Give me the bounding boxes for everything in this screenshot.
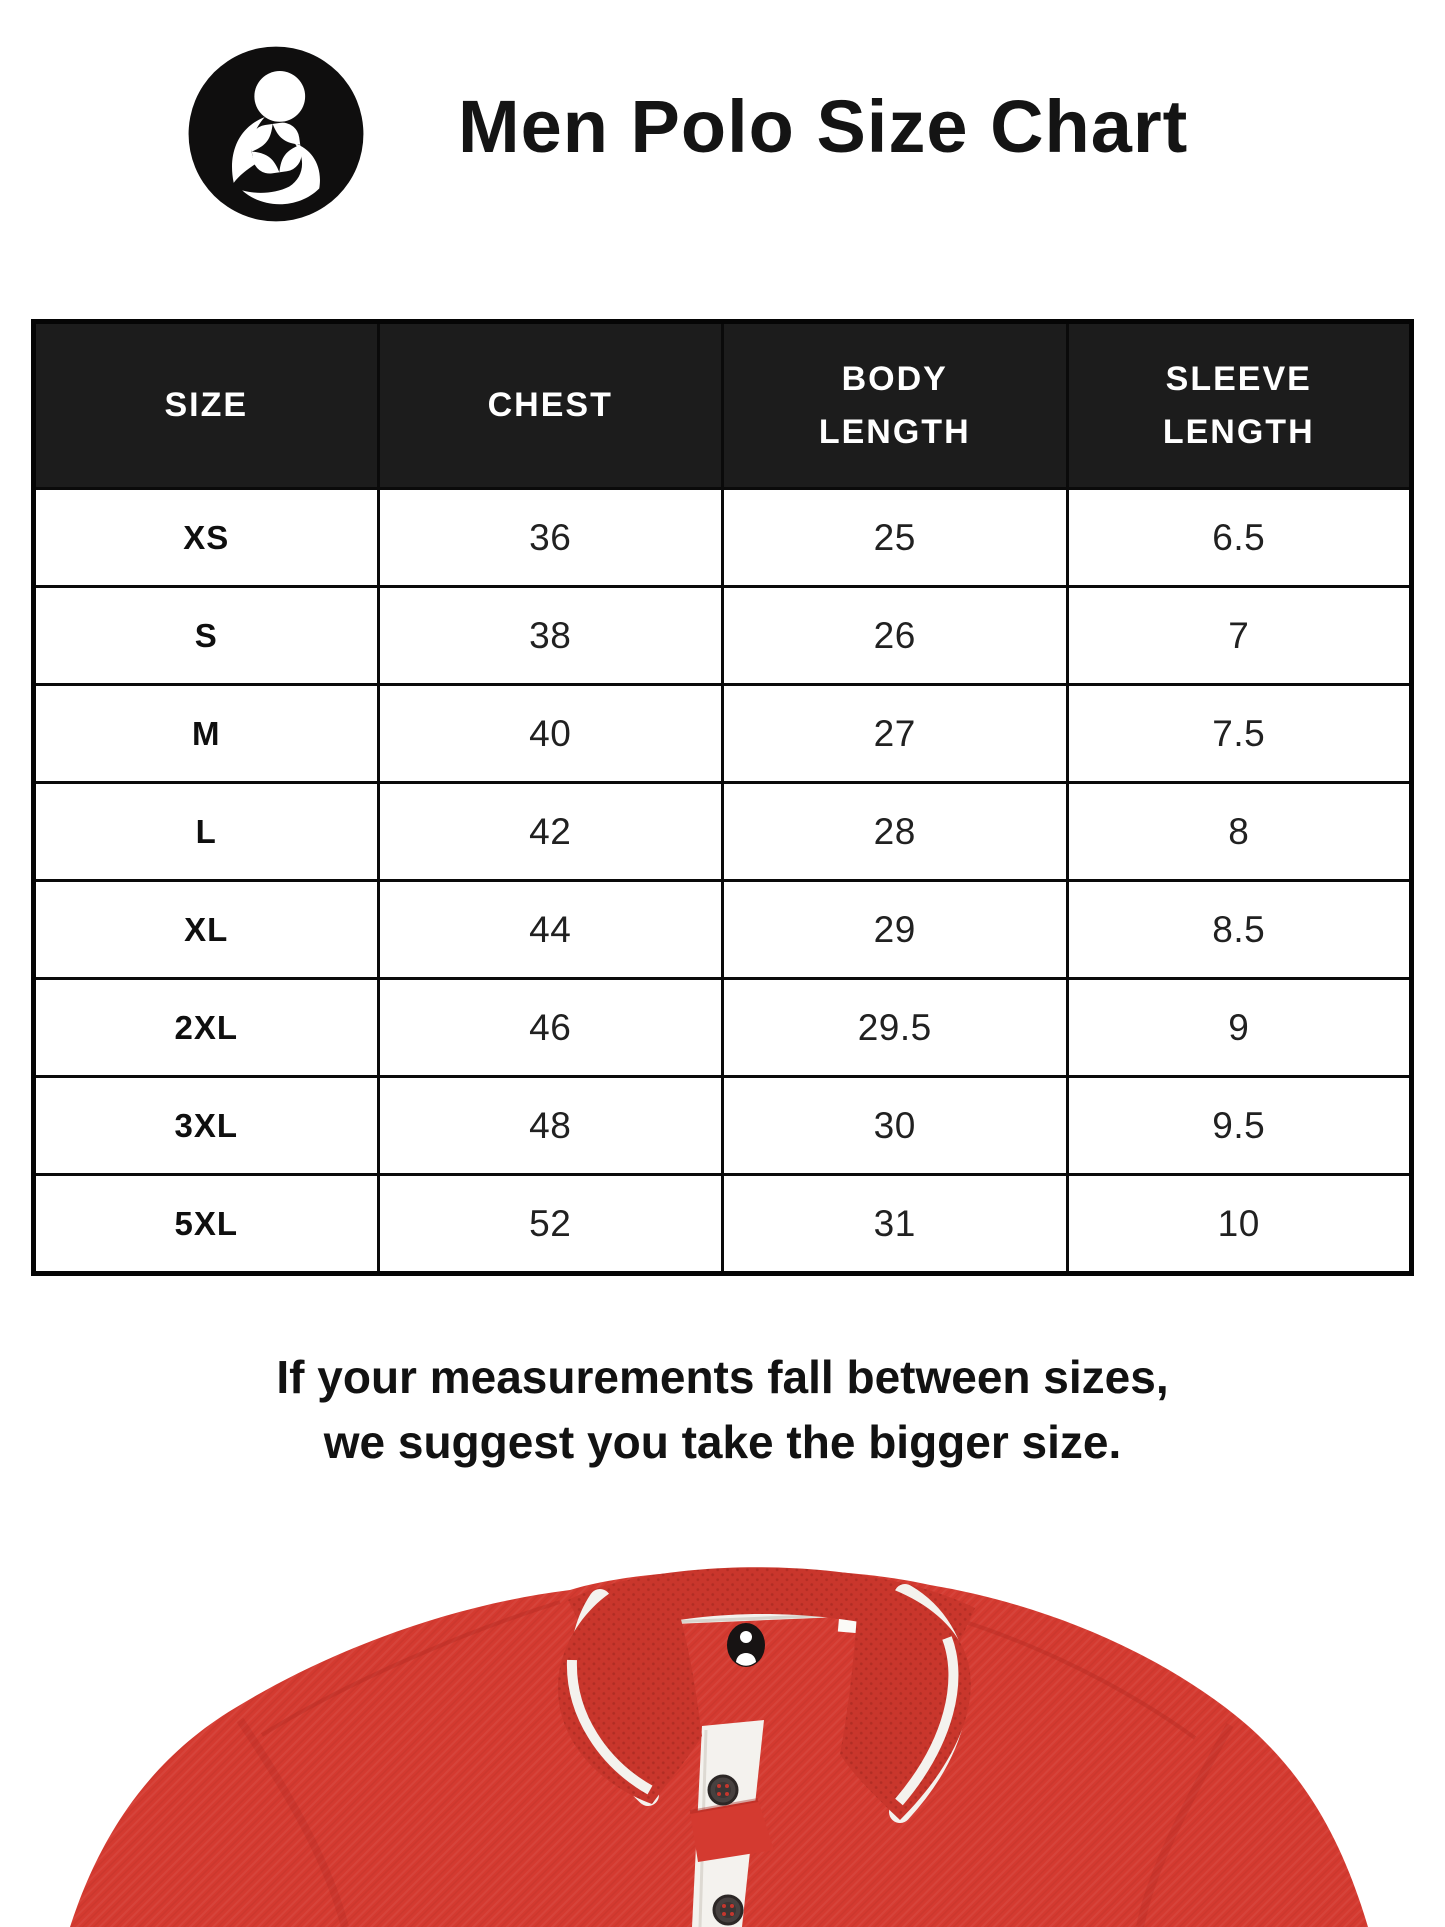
value-cell: 28 <box>723 783 1068 881</box>
table-row <box>34 783 1412 881</box>
value-cell: 36 <box>378 489 723 587</box>
value-cell: 29 <box>723 881 1068 979</box>
value-cell: 44 <box>378 881 723 979</box>
size-table-header-row <box>34 322 1412 489</box>
value-cell: 9 <box>1067 979 1412 1077</box>
table-row <box>34 685 1412 783</box>
size-note-line-2: we suggest you take the bigger size. <box>323 1416 1122 1469</box>
column-header: SLEEVE LENGTH <box>1067 322 1412 489</box>
value-cell: 30 <box>723 1077 1068 1175</box>
page-title: Men Polo Size Chart <box>458 85 1189 168</box>
table-row <box>34 1077 1412 1175</box>
size-note-line-1: If your measurements fall between sizes, <box>276 1351 1169 1403</box>
brand-logo-icon <box>182 40 370 228</box>
size-label-cell: XS <box>34 489 379 587</box>
polo-shirt-photo <box>0 1550 1445 1927</box>
column-header: CHEST <box>378 322 723 489</box>
value-cell: 7 <box>1067 587 1412 685</box>
shirt-button-top <box>709 1776 737 1804</box>
value-cell: 25 <box>723 489 1068 587</box>
size-label-cell: 2XL <box>34 979 379 1077</box>
size-label-cell: L <box>34 783 379 881</box>
size-label-cell: XL <box>34 881 379 979</box>
size-label-cell: 5XL <box>34 1175 379 1274</box>
value-cell: 40 <box>378 685 723 783</box>
value-cell: 27 <box>723 685 1068 783</box>
table-row <box>34 979 1412 1077</box>
value-cell: 29.5 <box>723 979 1068 1077</box>
table-row <box>34 587 1412 685</box>
size-note <box>0 1345 1445 1476</box>
size-chart-table <box>31 319 1414 1276</box>
value-cell: 8.5 <box>1067 881 1412 979</box>
size-label-cell: M <box>34 685 379 783</box>
size-table-body <box>34 489 1412 1274</box>
value-cell: 8 <box>1067 783 1412 881</box>
size-label-cell: 3XL <box>34 1077 379 1175</box>
value-cell: 7.5 <box>1067 685 1412 783</box>
value-cell: 10 <box>1067 1175 1412 1274</box>
value-cell: 48 <box>378 1077 723 1175</box>
size-label-cell: S <box>34 587 379 685</box>
shirt-button-bottom <box>714 1896 742 1924</box>
column-header: SIZE <box>34 322 379 489</box>
value-cell: 38 <box>378 587 723 685</box>
table-row <box>34 1175 1412 1274</box>
value-cell: 26 <box>723 587 1068 685</box>
value-cell: 52 <box>378 1175 723 1274</box>
value-cell: 6.5 <box>1067 489 1412 587</box>
table-row <box>34 881 1412 979</box>
column-header: BODY LENGTH <box>723 322 1068 489</box>
table-row <box>34 489 1412 587</box>
shirt-brand-tag-icon <box>727 1623 765 1667</box>
value-cell: 46 <box>378 979 723 1077</box>
value-cell: 42 <box>378 783 723 881</box>
value-cell: 31 <box>723 1175 1068 1274</box>
value-cell: 9.5 <box>1067 1077 1412 1175</box>
